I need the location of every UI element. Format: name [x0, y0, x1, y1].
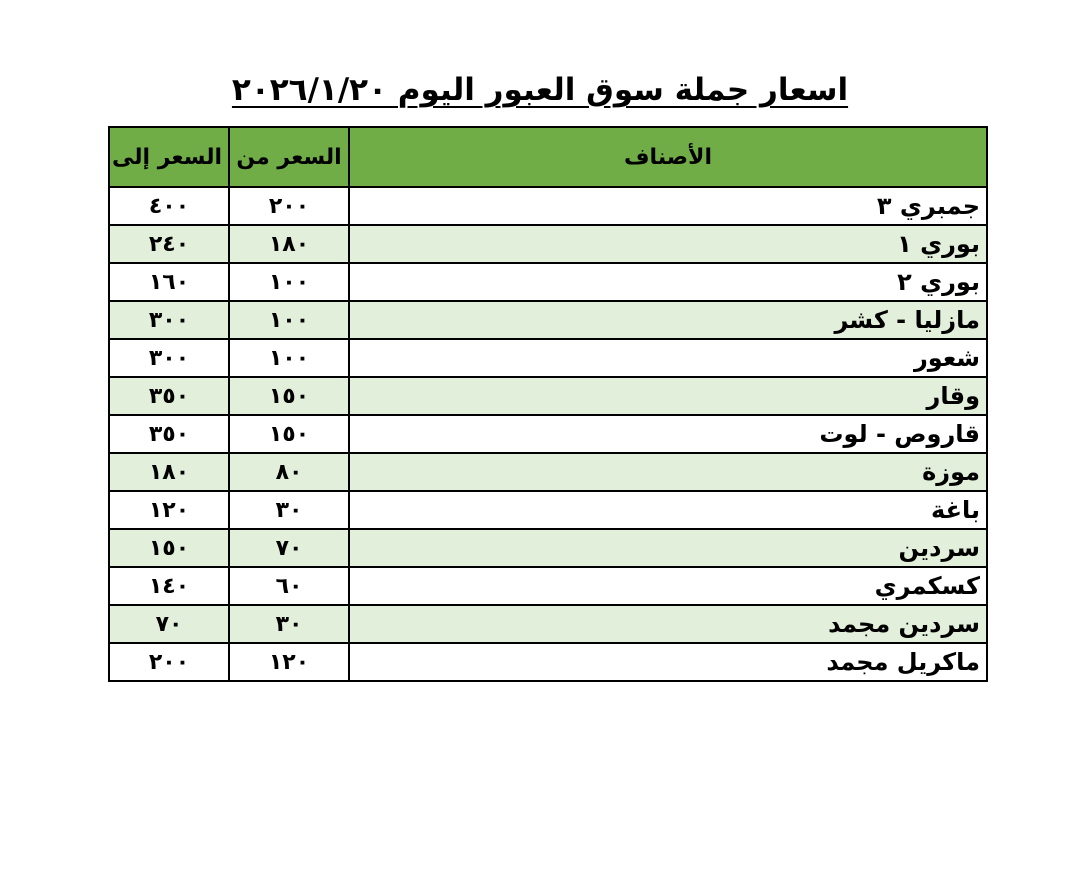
table-row [109, 529, 987, 567]
item-name: بوري ١ [349, 225, 987, 263]
header-row [109, 127, 987, 187]
table-row [109, 377, 987, 415]
price-to: ٣٥٠ [109, 377, 229, 415]
item-name: باغة [349, 491, 987, 529]
table-row [109, 263, 987, 301]
table-row [109, 453, 987, 491]
table-row [109, 605, 987, 643]
price-to: ٧٠ [109, 605, 229, 643]
page-title-text: اسعار جملة سوق العبور اليوم ٢٠٢٦/١/٢٠ [231, 72, 849, 108]
price-to: ٣٥٠ [109, 415, 229, 453]
price-from: ١٢٠ [229, 643, 349, 681]
table-row [109, 225, 987, 263]
price-from: ٣٠ [229, 491, 349, 529]
table-row [109, 187, 987, 225]
column-header-price-to: السعر إلى [109, 127, 229, 187]
item-name: ماكريل مجمد [349, 643, 987, 681]
price-to: ١٦٠ [109, 263, 229, 301]
price-to: ٣٠٠ [109, 339, 229, 377]
item-name: سردين [349, 529, 987, 567]
page-title [0, 66, 1080, 114]
table-row [109, 643, 987, 681]
price-to: ٤٠٠ [109, 187, 229, 225]
item-name: كسكمري [349, 567, 987, 605]
price-to: ١٨٠ [109, 453, 229, 491]
price-from: ١٥٠ [229, 377, 349, 415]
price-table [108, 126, 988, 682]
price-from: ٣٠ [229, 605, 349, 643]
price-from: ١٠٠ [229, 301, 349, 339]
table-row [109, 301, 987, 339]
item-name: سردين مجمد [349, 605, 987, 643]
item-name: مازليا - كشر [349, 301, 987, 339]
item-name: وقار [349, 377, 987, 415]
price-to: ١٢٠ [109, 491, 229, 529]
item-name: قاروص - لوت [349, 415, 987, 453]
price-from: ١٠٠ [229, 263, 349, 301]
column-header-item: الأصناف [349, 127, 987, 187]
price-to: ٣٠٠ [109, 301, 229, 339]
item-name: شعور [349, 339, 987, 377]
price-to: ١٥٠ [109, 529, 229, 567]
price-table-header [109, 127, 987, 187]
price-from: ٦٠ [229, 567, 349, 605]
price-from: ١٨٠ [229, 225, 349, 263]
table-row [109, 415, 987, 453]
price-table-body [109, 187, 987, 681]
table-row [109, 567, 987, 605]
price-to: ١٤٠ [109, 567, 229, 605]
table-row [109, 491, 987, 529]
item-name: بوري ٢ [349, 263, 987, 301]
price-to: ٢٤٠ [109, 225, 229, 263]
table-row [109, 339, 987, 377]
price-from: ١٥٠ [229, 415, 349, 453]
price-to: ٢٠٠ [109, 643, 229, 681]
item-name: جمبري ٣ [349, 187, 987, 225]
price-from: ٨٠ [229, 453, 349, 491]
price-from: ٧٠ [229, 529, 349, 567]
item-name: موزة [349, 453, 987, 491]
price-from: ٢٠٠ [229, 187, 349, 225]
column-header-price-from: السعر من [229, 127, 349, 187]
price-from: ١٠٠ [229, 339, 349, 377]
